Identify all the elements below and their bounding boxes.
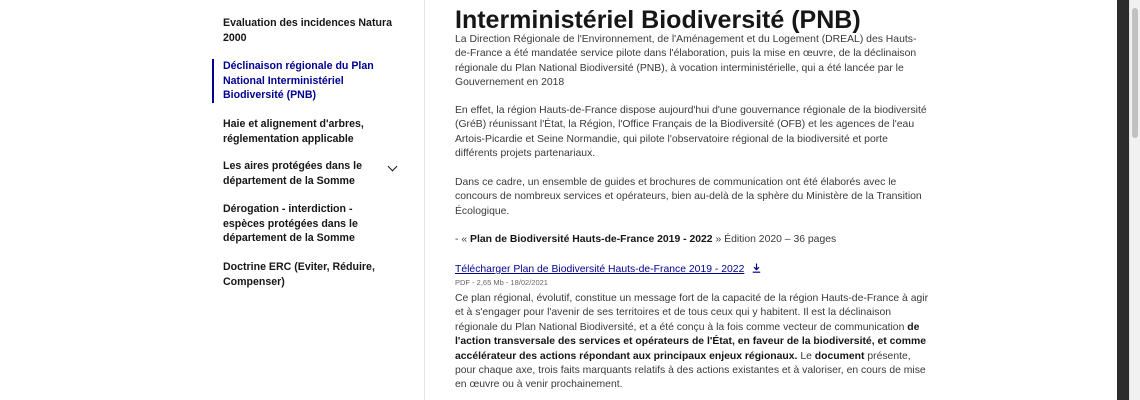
sidebar-item-label: Evaluation des incidences Natura 2000 — [223, 17, 392, 44]
download-link[interactable] — [455, 263, 761, 278]
governance-paragraph: En effet, la région Hauts-de-France dispose aujourd'hui d'une gouvernance régionale de la biodiversité (GréB) réunissant l'État, la Région, l'Office Français de la Biodiversité (OFB) et les agences de l'eau Artois-Picardie et Seine Normandie, qui pilote l'observatoire régional de la biodiversité et porte différents projets partenariaux. — [455, 105, 927, 160]
column-divider — [424, 0, 425, 400]
plan-text-c: Le — [800, 350, 812, 362]
sidebar-item-doctrine-erc[interactable] — [212, 260, 412, 289]
sidebar-item-haie[interactable] — [212, 117, 412, 146]
sidebar-item-label: Dérogation - interdiction - espèces protégées dans le département de la Somme — [223, 203, 358, 244]
sidebar-item-label: Les aires protégées dans le département de la Somme — [223, 160, 362, 187]
sidebar-item-derogation[interactable] — [212, 202, 412, 246]
download-icon — [752, 263, 761, 278]
sidebar-nav — [212, 0, 414, 400]
plan-text-a: Ce plan régional, évolutif, constitue un message fort de la capacité de la région Hauts-de-France à agir et à s'engager pour l'avenir de ses territoires et de tous ceux qui y habitent. Il est la déclinaison régionale du Plan National Biodiversité, et a été conçu à la fois comme vecteur de communication — [455, 293, 929, 333]
plan-text-d: présente, pour chaque axe, trois faits marquants relatifs à des actions existantes et à valoriser, en cours de mise en œuvre ou à venir prochainement. — [455, 350, 926, 391]
plan-text-document: document — [814, 350, 865, 362]
plan-text-emphasis: de l'action transversale des services et opérateurs de l'État, en faveur de la biodiversité, et comme accélérateur des actions répondant aux principaux enjeux régionaux. — [455, 321, 926, 362]
page-title: Interministériel Biodiversité (PNB) — [455, 5, 861, 34]
vertical-scrollbar[interactable] — [1129, 0, 1140, 400]
doc-title: Plan de Biodiversité Hauts-de-France 2019 - 2022 — [470, 234, 713, 245]
sidebar-item-label: Déclinaison régionale du Plan National Interministériel Biodiversité (PNB) — [223, 60, 374, 101]
scrollbar-thumb[interactable] — [1132, 8, 1138, 138]
active-indicator — [212, 59, 214, 103]
sidebar-item-label: Doctrine ERC (Eviter, Réduire, Compenser) — [223, 261, 375, 288]
download-meta: PDF - 2,65 Mb - 18/02/2021 — [455, 278, 548, 287]
sidebar-item-pnb[interactable] — [212, 59, 412, 103]
plan-description-paragraph — [455, 292, 931, 393]
sidebar-item-aires-protegees[interactable] — [212, 159, 412, 188]
sidebar-item-label: Haie et alignement d'arbres, réglementation applicable — [223, 118, 364, 145]
sidebar-item-natura-2000[interactable] — [212, 16, 412, 45]
left-gutter — [0, 0, 212, 400]
context-paragraph: Dans ce cadre, un ensemble de guides et brochures de communication ont été élaborés avec le concours de nombreux services et opérateurs, bien au-delà de la sphère du Ministère de la Transition Écologique. — [455, 177, 922, 217]
intro-paragraph: La Direction Régionale de l'Environnement, de l'Aménagement et du Logement (DREAL) des Hauts-de-France a été mandatée service pilote dans l'élaboration, puis la mise en œuvre, de la déclinaison régionale du Plan National Biodiversité (PNB), à vocation interministérielle, qui a été lancée par le Gouvernement en 2018 — [455, 34, 917, 89]
doc-suffix: » Édition 2020 – 36 pages — [715, 234, 837, 245]
right-gutter — [1117, 0, 1129, 400]
doc-prefix: - « — [455, 234, 468, 245]
download-link-label: Télécharger Plan de Biodiversité Hauts-de-France 2019 - 2022 — [455, 264, 745, 275]
document-reference — [455, 233, 836, 247]
